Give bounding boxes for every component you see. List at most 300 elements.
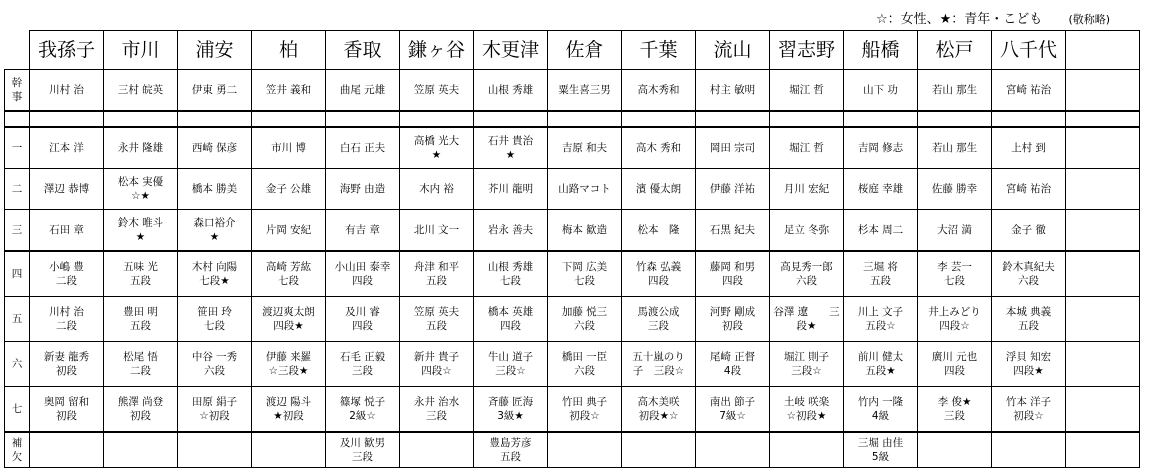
player-name: 堀江 則子	[783, 351, 830, 363]
row-label-r4: 四	[5, 251, 30, 297]
player-grade: 四段	[500, 320, 521, 332]
legend-text: ☆：女性、★：青年・こども	[876, 12, 1043, 27]
player-name: 高崎 芳紘	[265, 261, 312, 273]
player-grade: 初段	[56, 365, 77, 377]
player-cell	[696, 432, 770, 468]
player-name: 井上みどり	[928, 306, 981, 318]
player-name: 及川 睿	[345, 306, 380, 318]
player-cell	[548, 297, 622, 342]
row-label-r6: 六	[5, 342, 30, 387]
player-cell	[178, 387, 252, 433]
player-cell	[992, 297, 1066, 342]
organizer-cell: 山下 功	[844, 70, 918, 112]
player-cell	[770, 387, 844, 433]
player-name: 川上 文子	[857, 306, 904, 318]
organizer-cell: 笠原 英夫	[400, 70, 474, 112]
player-name: 石田 章	[49, 224, 84, 236]
player-cell	[622, 342, 696, 387]
player-name: 下岡 広美	[561, 261, 608, 273]
board-row-r4	[5, 251, 1140, 297]
player-grade: 五段	[870, 275, 891, 287]
player-name: 笹田 玲	[197, 306, 232, 318]
blank-cell	[1066, 342, 1140, 387]
spacer-cell	[844, 111, 918, 127]
row-label-hojo: 補 欠	[5, 432, 30, 468]
player-cell	[104, 127, 178, 169]
player-name: 新妻 龍秀	[43, 351, 90, 363]
spacer-cell	[770, 111, 844, 127]
player-grade: 三段	[426, 410, 447, 422]
player-cell	[326, 169, 400, 210]
player-grade: 子 三段☆	[632, 365, 685, 377]
player-cell	[104, 387, 178, 433]
player-cell	[474, 251, 548, 297]
player-cell	[844, 432, 918, 468]
player-name: 廣川 元也	[931, 351, 978, 363]
player-cell	[548, 342, 622, 387]
player-grade: 2級☆	[349, 410, 376, 422]
player-name: 中谷 一秀	[191, 351, 238, 363]
player-cell	[30, 432, 104, 468]
player-grade: 初段☆	[569, 410, 600, 422]
player-cell	[918, 432, 992, 468]
player-grade: 二段	[56, 320, 77, 332]
player-cell	[696, 169, 770, 210]
player-cell	[252, 210, 326, 252]
player-name: 足立 冬弥	[783, 224, 830, 236]
spacer-cell	[992, 111, 1066, 127]
player-cell	[992, 387, 1066, 433]
player-cell	[992, 432, 1066, 468]
spacer-cell	[30, 111, 104, 127]
player-cell	[918, 169, 992, 210]
organizer-cell: 宮崎 祐治	[992, 70, 1066, 112]
organizer-cell: 高木秀和	[622, 70, 696, 112]
player-grade: ★	[505, 149, 516, 161]
player-name: 永井 治水	[413, 396, 460, 408]
player-name: 牛山 道子	[487, 351, 534, 363]
player-name: 石井 貴治	[487, 135, 534, 147]
player-cell	[622, 297, 696, 342]
player-cell	[992, 169, 1066, 210]
player-name: 篠塚 悦子	[339, 396, 386, 408]
player-name: 杉本 周二	[857, 224, 904, 236]
player-grade: 5級	[871, 451, 890, 463]
board-row-r7	[5, 387, 1140, 433]
player-name: 山路マコト	[558, 183, 611, 195]
player-name: 橋田 一臣	[561, 351, 608, 363]
player-name: 田原 絹子	[191, 396, 238, 408]
organizer-cell: 村主 敏明	[696, 70, 770, 112]
player-cell	[104, 297, 178, 342]
player-grade: ★	[431, 149, 442, 161]
player-grade: 五段	[426, 320, 447, 332]
player-cell	[252, 297, 326, 342]
player-cell	[30, 297, 104, 342]
player-name: 豊田 明	[123, 306, 158, 318]
organizer-cell: 堀江 哲	[770, 70, 844, 112]
player-grade: 初段★☆	[638, 410, 679, 422]
player-grade: ★初段	[273, 410, 304, 422]
spacer-cell	[400, 111, 474, 127]
team-header: 香取	[326, 31, 400, 70]
player-name: 梅本 歓造	[561, 224, 608, 236]
player-name: 豊島芳彦	[489, 437, 532, 449]
player-cell	[474, 297, 548, 342]
player-name: 李 俊★	[937, 396, 972, 408]
player-cell	[918, 127, 992, 169]
player-grade: 三段	[648, 320, 669, 332]
player-cell	[178, 127, 252, 169]
player-cell	[548, 387, 622, 433]
player-name: 河野 剛成	[709, 306, 756, 318]
blank-cell	[1066, 70, 1140, 112]
player-grade: 四段	[648, 275, 669, 287]
player-name: 松本 実優	[117, 176, 164, 188]
player-cell	[844, 127, 918, 169]
player-cell	[252, 169, 326, 210]
player-cell	[400, 127, 474, 169]
legend-note: (敬称略)	[1068, 13, 1111, 26]
player-name: 熊澤 尚登	[117, 396, 164, 408]
player-cell	[252, 251, 326, 297]
player-cell	[474, 210, 548, 252]
player-cell	[918, 297, 992, 342]
organizer-cell: 粟生喜三男	[548, 70, 622, 112]
player-cell	[178, 432, 252, 468]
player-name: 高木 秀和	[635, 142, 682, 154]
spacer-cell	[326, 111, 400, 127]
blank-cell	[1066, 127, 1140, 169]
row-label-r2: 二	[5, 169, 30, 210]
player-name: 尾崎 正督	[709, 351, 756, 363]
player-grade: 四段	[352, 320, 373, 332]
player-name: 濱 優太朗	[635, 183, 682, 195]
player-grade: 三段☆	[791, 365, 822, 377]
player-cell	[30, 251, 104, 297]
player-cell	[474, 169, 548, 210]
team-header: 市川	[104, 31, 178, 70]
row-label-r1: 一	[5, 127, 30, 169]
player-cell	[696, 210, 770, 252]
player-cell	[178, 342, 252, 387]
organizer-cell: 山根 秀雄	[474, 70, 548, 112]
player-name: 伊藤 来羅	[265, 351, 312, 363]
player-grade: 初段	[722, 320, 743, 332]
player-cell	[104, 210, 178, 252]
board-row-r6	[5, 342, 1140, 387]
player-cell	[992, 127, 1066, 169]
player-name: 橋本 勝美	[191, 183, 238, 195]
blank-cell	[1066, 210, 1140, 252]
spacer-cell	[5, 111, 30, 127]
organizer-cell: 川村 治	[30, 70, 104, 112]
player-name: 堀江 哲	[789, 142, 824, 154]
player-cell	[844, 387, 918, 433]
player-cell	[326, 251, 400, 297]
player-cell	[770, 210, 844, 252]
player-cell	[992, 342, 1066, 387]
player-cell	[400, 297, 474, 342]
player-name: 本城 典義	[1005, 306, 1052, 318]
player-grade: 四段	[352, 275, 373, 287]
player-name: 五味 光	[123, 261, 158, 273]
blank-cell	[1066, 432, 1140, 468]
player-cell	[252, 127, 326, 169]
organizer-row	[5, 70, 1140, 112]
board-row-r1	[5, 127, 1140, 169]
team-header: 鎌ヶ谷	[400, 31, 474, 70]
player-grade: 四段★	[273, 320, 304, 332]
player-grade: 五段	[500, 451, 521, 463]
player-cell	[474, 342, 548, 387]
player-cell	[770, 169, 844, 210]
player-cell	[30, 387, 104, 433]
player-name: 鈴木真紀夫	[1002, 261, 1055, 273]
player-cell	[178, 297, 252, 342]
player-cell	[918, 210, 992, 252]
player-name: 大沼 満	[937, 224, 972, 236]
player-name: 桜庭 幸雄	[857, 183, 904, 195]
player-cell	[696, 387, 770, 433]
player-name: 渡辺 陽斗	[265, 396, 312, 408]
player-name: 小嶋 豊	[49, 261, 84, 273]
player-grade: 五段	[130, 320, 151, 332]
blank-cell	[1066, 169, 1140, 210]
player-name: 北川 文一	[413, 224, 460, 236]
player-name: 宮崎 祐治	[1005, 183, 1052, 195]
player-grade: 六段	[574, 365, 595, 377]
player-cell	[326, 387, 400, 433]
player-cell	[400, 169, 474, 210]
player-name: 渡辺爽太朗	[262, 306, 315, 318]
player-grade: 三段	[944, 410, 965, 422]
player-grade: 七段	[944, 275, 965, 287]
player-name: 江本 洋	[49, 142, 84, 154]
player-name: 谷澤 遼 三	[773, 306, 840, 318]
player-cell	[400, 251, 474, 297]
player-cell	[104, 342, 178, 387]
player-name: 片岡 安紀	[265, 224, 312, 236]
player-name: 金子 公雄	[265, 183, 312, 195]
player-cell	[400, 342, 474, 387]
player-name: 高橋 光大	[413, 135, 460, 147]
row-label-null	[5, 31, 30, 70]
player-name: 浮貝 知宏	[1005, 351, 1052, 363]
player-grade: 段★	[796, 320, 817, 332]
player-cell	[622, 251, 696, 297]
player-grade: 四段☆	[421, 365, 452, 377]
player-name: 松尾 悟	[123, 351, 158, 363]
player-grade: ☆三段★	[268, 365, 309, 377]
player-name: 伊藤 洋祐	[709, 183, 756, 195]
player-grade: 五段☆	[865, 320, 896, 332]
player-name: 永井 隆雄	[117, 142, 164, 154]
board-row-hojo	[5, 432, 1140, 468]
player-cell	[770, 342, 844, 387]
player-grade: 二段	[130, 365, 151, 377]
player-grade: ☆★	[131, 190, 150, 202]
player-grade: 三段	[352, 365, 373, 377]
blank-cell	[1066, 387, 1140, 433]
team-header: 佐倉	[548, 31, 622, 70]
player-cell	[918, 387, 992, 433]
player-name: 若山 那生	[931, 142, 978, 154]
player-grade: ★	[135, 231, 146, 243]
player-cell	[326, 297, 400, 342]
player-cell	[474, 127, 548, 169]
player-name: 市川 博	[271, 142, 306, 154]
player-cell	[104, 169, 178, 210]
organizer-cell: 笠井 義和	[252, 70, 326, 112]
player-grade: 四段★	[1013, 365, 1044, 377]
team-header: 我孫子	[30, 31, 104, 70]
player-grade: 七段	[500, 275, 521, 287]
player-grade: 七段	[204, 320, 225, 332]
team-header: 浦安	[178, 31, 252, 70]
player-cell	[252, 432, 326, 468]
player-cell	[30, 127, 104, 169]
player-cell	[104, 251, 178, 297]
player-grade: 四段☆	[939, 320, 970, 332]
player-grade: 4級	[871, 410, 890, 422]
player-cell	[696, 342, 770, 387]
player-name: 橋本 英雄	[487, 306, 534, 318]
player-cell	[400, 432, 474, 468]
player-name: 西崎 保彦	[191, 142, 238, 154]
spacer-cell	[918, 111, 992, 127]
player-name: 竹内 一隆	[857, 396, 904, 408]
player-name: 高見秀一郎	[780, 261, 833, 273]
player-grade: ☆初段★	[786, 410, 827, 422]
player-name: 馬渡公成	[637, 306, 680, 318]
spacer-cell	[622, 111, 696, 127]
player-name: 山根 秀雄	[487, 261, 534, 273]
player-grade: 五段★	[865, 365, 896, 377]
player-cell	[474, 387, 548, 433]
roster-table	[4, 30, 1140, 468]
board-row-r5	[5, 297, 1140, 342]
player-grade: ☆初段	[199, 410, 230, 422]
organizer-cell: 若山 那生	[918, 70, 992, 112]
player-grade: 六段	[574, 320, 595, 332]
player-cell	[326, 127, 400, 169]
player-cell	[178, 251, 252, 297]
player-cell	[252, 342, 326, 387]
player-name: 芥川 龍明	[487, 183, 534, 195]
legend	[876, 8, 1110, 27]
player-cell	[622, 432, 696, 468]
row-label-r5: 五	[5, 297, 30, 342]
player-cell	[696, 251, 770, 297]
player-cell	[844, 251, 918, 297]
player-grade: 七段	[278, 275, 299, 287]
player-cell	[622, 210, 696, 252]
player-name: 吉岡 修志	[857, 142, 904, 154]
player-name: 岡田 宗司	[709, 142, 756, 154]
player-name: 藤岡 和男	[709, 261, 756, 273]
player-name: 木内 裕	[419, 183, 454, 195]
player-cell	[770, 127, 844, 169]
player-cell	[622, 127, 696, 169]
player-cell	[30, 169, 104, 210]
player-cell	[696, 127, 770, 169]
player-cell	[400, 210, 474, 252]
player-grade: 七段	[574, 275, 595, 287]
player-name: 舟津 和平	[413, 261, 460, 273]
team-header: 木更津	[474, 31, 548, 70]
player-name: 竹田 典子	[561, 396, 608, 408]
player-grade: 五段	[426, 275, 447, 287]
player-cell	[622, 387, 696, 433]
player-name: 鈴木 唯斗	[117, 217, 164, 229]
player-grade: ★	[209, 231, 220, 243]
player-grade: 3級★	[497, 410, 524, 422]
player-cell	[844, 169, 918, 210]
row-label-r3: 三	[5, 210, 30, 252]
spacer-cell	[696, 111, 770, 127]
organizer-cell: 伊東 勇二	[178, 70, 252, 112]
player-name: 竹森 弘義	[635, 261, 682, 273]
spacer-row	[5, 111, 1140, 127]
row-label-kanji: 幹 事	[5, 70, 30, 112]
team-header-row	[5, 31, 1140, 70]
player-name: 松本 隆	[637, 224, 680, 236]
player-grade: 四段	[944, 365, 965, 377]
board-row-r3	[5, 210, 1140, 252]
spacer-cell	[178, 111, 252, 127]
player-cell	[992, 251, 1066, 297]
player-cell	[918, 342, 992, 387]
player-name: 新井 貴子	[413, 351, 460, 363]
player-cell	[326, 432, 400, 468]
spacer-cell	[474, 111, 548, 127]
player-name: 有吉 章	[345, 224, 380, 236]
player-grade: 五段	[1018, 320, 1039, 332]
row-label-r7: 七	[5, 387, 30, 433]
organizer-cell: 三村 皖英	[104, 70, 178, 112]
player-name: 澤辺 恭博	[43, 183, 90, 195]
player-name: 奥岡 留和	[43, 396, 90, 408]
player-cell	[622, 169, 696, 210]
player-name: 岩永 善夫	[487, 224, 534, 236]
player-cell	[252, 387, 326, 433]
player-cell	[548, 432, 622, 468]
player-cell	[770, 432, 844, 468]
player-name: 加藤 悦三	[561, 306, 608, 318]
team-header: 柏	[252, 31, 326, 70]
player-grade: 六段	[204, 365, 225, 377]
team-header: 千葉	[622, 31, 696, 70]
player-cell	[770, 297, 844, 342]
player-grade: 7級☆	[719, 410, 746, 422]
player-grade: 三段	[352, 451, 373, 463]
player-cell	[104, 432, 178, 468]
player-grade: 五段	[130, 275, 151, 287]
player-name: 李 芸一	[937, 261, 972, 273]
player-cell	[844, 210, 918, 252]
team-header: 流山	[696, 31, 770, 70]
player-name: 三堀 由佳	[857, 437, 904, 449]
player-name: 石毛 正毅	[339, 351, 386, 363]
player-name: 佐藤 勝幸	[931, 183, 978, 195]
player-cell	[770, 251, 844, 297]
player-cell	[474, 432, 548, 468]
player-grade: 七段★	[199, 275, 230, 287]
player-cell	[992, 210, 1066, 252]
player-grade: 4段	[723, 365, 742, 377]
spacer-cell	[104, 111, 178, 127]
